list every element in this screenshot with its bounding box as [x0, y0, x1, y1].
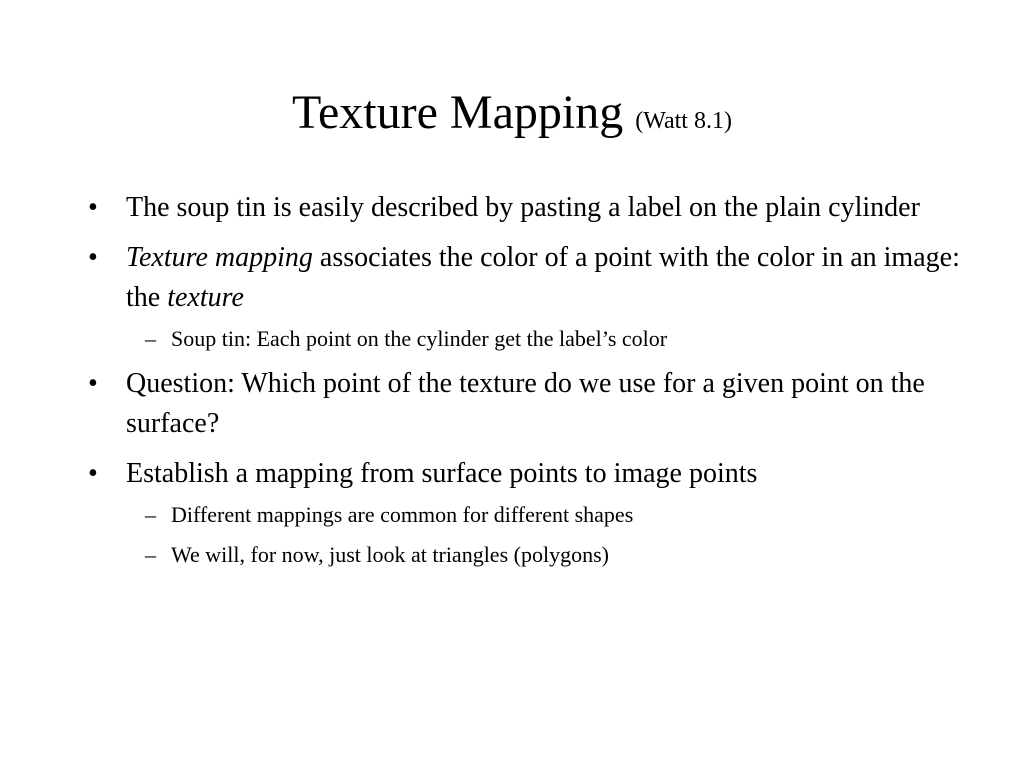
bullet-marker: • [88, 458, 98, 489]
bullet-text-part: associates the color of a point with the color in an image: the [126, 242, 960, 313]
emphasis-text: texture [167, 282, 244, 313]
sub-bullet-item [82, 324, 962, 354]
title-reference: (Watt 8.1) [635, 108, 732, 134]
emphasis-text: Texture mapping [126, 242, 313, 273]
sub-bullet-text: We will, for now, just look at triangles (polygons) [171, 542, 609, 567]
title-text: Texture Mapping [292, 86, 624, 139]
slide-title [0, 84, 1024, 142]
sub-bullet-item [82, 500, 962, 530]
bullet-text [126, 242, 960, 313]
bullet-marker: • [88, 368, 98, 399]
sub-bullet-text: Different mappings are common for different shapes [171, 502, 634, 527]
bullet-item [82, 188, 962, 228]
bullet-item [82, 238, 962, 318]
dash-marker: – [145, 502, 156, 527]
sub-bullet-item [82, 540, 962, 570]
dash-marker: – [145, 542, 156, 567]
bullet-text: The soup tin is easily described by pasting a label on the plain cylinder [126, 192, 920, 223]
bullet-text: Question: Which point of the texture do we use for a given point on the surface? [126, 368, 925, 439]
bullet-item [82, 364, 962, 444]
dash-marker: – [145, 326, 156, 351]
bullet-text: Establish a mapping from surface points to image points [126, 458, 758, 489]
sub-bullet-text: Soup tin: Each point on the cylinder get the label’s color [171, 326, 668, 351]
bullet-list [82, 188, 962, 580]
bullet-marker: • [88, 242, 98, 273]
bullet-marker: • [88, 192, 98, 223]
bullet-item [82, 454, 962, 494]
